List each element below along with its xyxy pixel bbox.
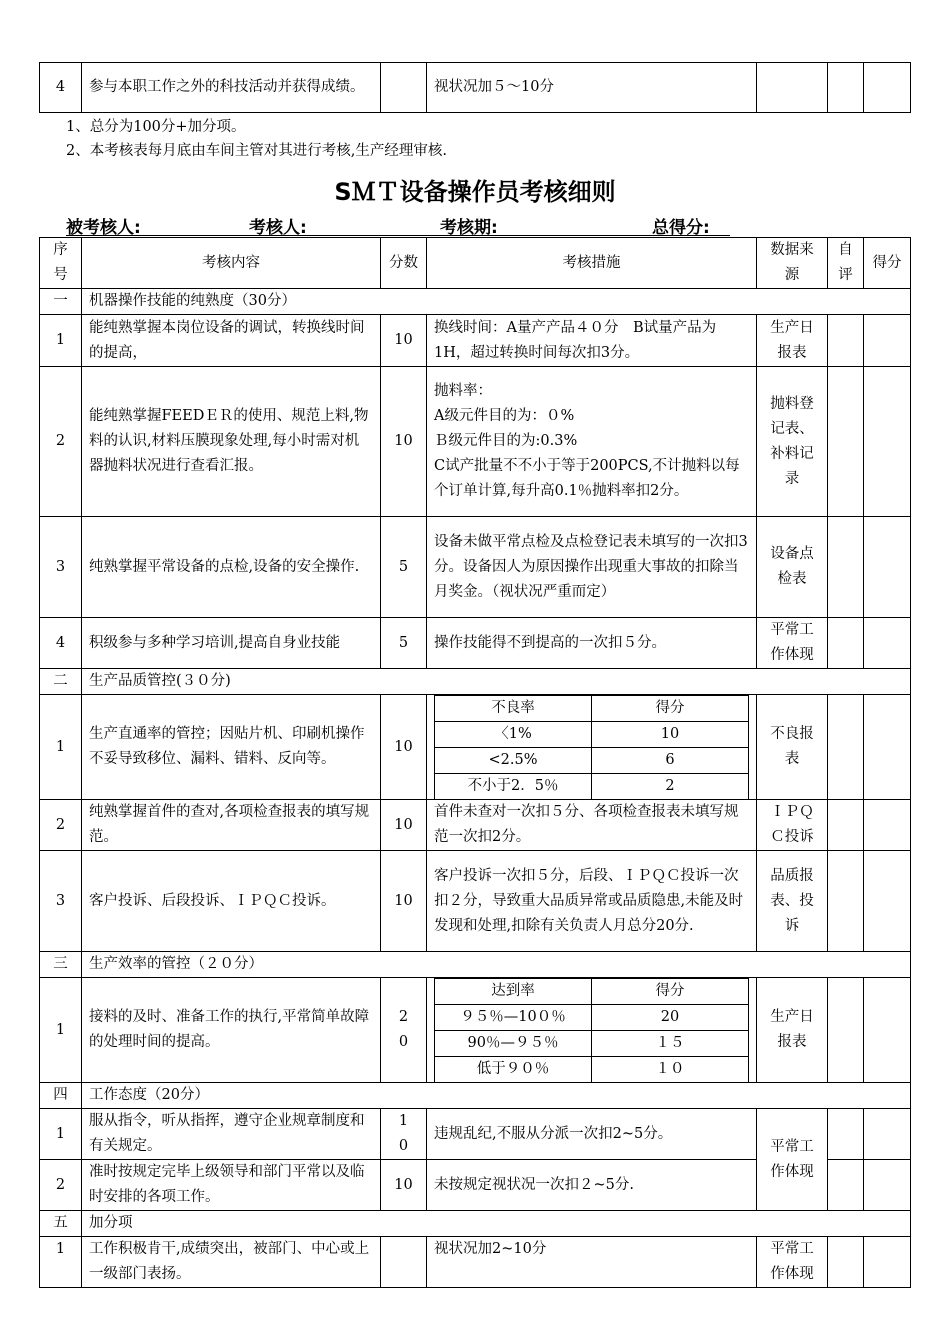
row-number: 4 [40, 63, 82, 113]
col-header-source: 数据来源 [757, 238, 828, 289]
section-row [40, 952, 911, 978]
row-content: 纯熟掌握首件的查对,各项检查报表的填写规范。 [82, 800, 381, 851]
sub-header-row [435, 979, 749, 1005]
row-result [864, 517, 911, 618]
row-result [864, 63, 911, 113]
row-content: 能纯熟掌握本岗位设备的调试，转换线时间的提高， [82, 315, 381, 367]
section-number: 五 [40, 1211, 82, 1237]
col-header-measure: 考核措施 [427, 238, 757, 289]
row-result [864, 1237, 911, 1288]
section-title: 机器操作技能的纯熟度（30分） [82, 289, 911, 315]
measure-line: Ｂ级元件目的为:0.3% [434, 433, 578, 449]
sub-rate: 90％—９５％ [435, 1031, 592, 1057]
col-header-no: 序号 [40, 238, 82, 289]
col-header-content: 考核内容 [82, 238, 381, 289]
row-result [864, 695, 911, 800]
measure-line: 抛料率： [434, 383, 492, 399]
row-measure: 操作技能得不到提高的一次扣５分。 [427, 618, 757, 669]
col-header-self: 自评 [828, 238, 864, 289]
section-number: 二 [40, 669, 82, 695]
row-self-eval [828, 1160, 864, 1211]
row-measure: 客户投诉一次扣５分，后段、ＩＰＱＣ投诉一次扣２分，导致重大品质异常或品质隐患,未能及时发现和处理,扣除有关负责人月总分20分. [427, 851, 757, 952]
row-score: 5 [381, 618, 427, 669]
note-total: 1、总分为100分+加分项。 [66, 119, 246, 135]
table-row [40, 1109, 911, 1160]
sub-header-row [435, 696, 749, 722]
row-content: 参与本职工作之外的科技活动并获得成绩。 [82, 63, 381, 113]
row-measure [427, 695, 757, 800]
row-score: 20 [381, 978, 427, 1083]
row-score: 10 [381, 367, 427, 517]
row-self-eval [828, 978, 864, 1083]
sub-score: １５ [592, 1031, 749, 1057]
row-self-eval [828, 1237, 864, 1288]
section-row [40, 1211, 911, 1237]
section-title: 生产效率的管控（２０分） [82, 952, 911, 978]
table-row [40, 517, 911, 618]
row-score: 10 [381, 800, 427, 851]
row-source: 平常工作体现 [757, 618, 828, 669]
sub-rate: 〈1% [435, 722, 592, 748]
section-number: 三 [40, 952, 82, 978]
row-measure [427, 978, 757, 1083]
sub-row [435, 1005, 749, 1031]
row-number: 1 [40, 315, 82, 367]
row-number: 1 [40, 1237, 82, 1288]
row-self-eval [828, 851, 864, 952]
section-row [40, 669, 911, 695]
row-measure: 违规乱纪,不服从分派一次扣2~5分。 [427, 1109, 757, 1160]
col-header-score: 分数 [381, 238, 427, 289]
examinee-label: 被考核人: [66, 218, 141, 238]
sub-row [435, 1031, 749, 1057]
sub-row [435, 722, 749, 748]
total-score-label: 总得分: [652, 218, 710, 238]
measure-line: A级元件目的为：０% [434, 408, 575, 424]
row-content: 准时按规定完毕上级领导和部门平常以及临时安排的各项工作。 [82, 1160, 381, 1211]
row-content: 服从指令，听从指挥，遵守企业规章制度和有关规定。 [82, 1109, 381, 1160]
row-content: 能纯熟掌握FEEDＥＲ的使用、规范上料,物料的认识,材料压膜现象处理,每小时需对机器抛料状况进行查看汇报。 [82, 367, 381, 517]
row-source: 生产日报表 [757, 315, 828, 367]
row-self-eval [828, 367, 864, 517]
row-result [864, 618, 911, 669]
row-score: 10 [381, 695, 427, 800]
sub-score: 20 [592, 1005, 749, 1031]
row-score: 10 [381, 1109, 427, 1160]
sub-header-rate: 不良率 [435, 696, 592, 722]
row-content: 客户投诉、后段投诉、ＩＰＱＣ投诉。 [82, 851, 381, 952]
row-score [381, 1237, 427, 1288]
row-measure [427, 367, 757, 517]
row-measure: 未按规定视状况一次扣２~5分. [427, 1160, 757, 1211]
row-self-eval [828, 618, 864, 669]
row-score: 10 [381, 851, 427, 952]
sub-score: 2 [592, 774, 749, 800]
header-line [66, 213, 730, 236]
row-number: 2 [40, 1160, 82, 1211]
sub-rate: ９５％—10０％ [435, 1005, 592, 1031]
row-source: ＩＰＱＣ投诉 [757, 800, 828, 851]
table-row [40, 63, 911, 113]
sub-header-rate: 达到率 [435, 979, 592, 1005]
row-result [864, 978, 911, 1083]
sub-header-score: 得分 [592, 979, 749, 1005]
efficiency-rate-table [434, 978, 749, 1082]
row-result [864, 367, 911, 517]
period-label: 考核期: [440, 218, 498, 238]
row-number: 2 [40, 800, 82, 851]
sub-rate: <2.5% [435, 748, 592, 774]
row-self-eval [828, 695, 864, 800]
table-row [40, 800, 911, 851]
page-title: SＭＴ设备操作员考核细则 [334, 178, 616, 206]
sub-score: １０ [592, 1057, 749, 1083]
row-source: 抛料登记表、补料记录 [757, 367, 828, 517]
sub-score: 10 [592, 722, 749, 748]
row-measure: 换线时间：A量产产品４０分 B试量产品为1H，超过转换时间每次扣3分。 [427, 315, 757, 367]
sub-score: 6 [592, 748, 749, 774]
row-source: 平常工作体现 [757, 1237, 828, 1288]
row-content: 积级参与多种学习培训,提高自身业技能 [82, 618, 381, 669]
sub-row [435, 1057, 749, 1083]
row-score: 5 [381, 517, 427, 618]
table-row [40, 367, 911, 517]
table-row [40, 978, 911, 1083]
row-result [864, 1109, 911, 1160]
row-measure: 设备未做平常点检及点检登记表未填写的一次扣3分。设备因人为原因操作出现重大事故的扣除当月奖金。（视状况严重而定） [427, 517, 757, 618]
row-result [864, 851, 911, 952]
row-source: 平常工作体现 [757, 1109, 828, 1211]
section-number: 四 [40, 1083, 82, 1109]
section-row [40, 1083, 911, 1109]
row-number: 2 [40, 367, 82, 517]
table-row [40, 1237, 911, 1288]
row-self-eval [828, 517, 864, 618]
row-score: 10 [381, 315, 427, 367]
section-title: 加分项 [82, 1211, 911, 1237]
section-number: 一 [40, 289, 82, 315]
measure-line: C试产批量不不小于等于200PCS,不计抛料以每个订单计算,每升高0.1％抛料率扣2分。 [434, 458, 740, 499]
row-number: 1 [40, 1109, 82, 1160]
table-row [40, 851, 911, 952]
sub-rate: 低于９０％ [435, 1057, 592, 1083]
row-result [864, 315, 911, 367]
row-number: 4 [40, 618, 82, 669]
row-self-eval [828, 315, 864, 367]
row-source: 品质报表、投诉 [757, 851, 828, 952]
sub-rate: 不小于2．5％ [435, 774, 592, 800]
row-result [864, 800, 911, 851]
row-self-eval [828, 800, 864, 851]
top-table [39, 62, 911, 113]
assessment-table [39, 237, 911, 1288]
row-source: 生产日报表 [757, 978, 828, 1083]
row-result [864, 1160, 911, 1211]
defect-rate-table [434, 695, 749, 799]
section-row [40, 289, 911, 315]
sub-header-score: 得分 [592, 696, 749, 722]
sub-row [435, 748, 749, 774]
row-source: 不良报表 [757, 695, 828, 800]
row-content: 接料的及时、准备工作的执行,平常简单故障的处理时间的提高。 [82, 978, 381, 1083]
row-measure: 首件未查对一次扣５分、各项检查报表未填写规范一次扣2分。 [427, 800, 757, 851]
row-content: 工作积极肯干,成绩突出，被部门、中心或上一级部门表扬。 [82, 1237, 381, 1288]
row-measure: 视状况加５～10分 [427, 63, 757, 113]
row-content: 纯熟掌握平常设备的点检,设备的安全操作. [82, 517, 381, 618]
row-number: 3 [40, 851, 82, 952]
row-source [757, 63, 828, 113]
row-self-eval [828, 1109, 864, 1160]
table-row [40, 695, 911, 800]
row-content: 生产直通率的管控；因贴片机、印刷机操作不妥导致移位、漏料、错料、反向等。 [82, 695, 381, 800]
row-measure: 视状况加2~10分 [427, 1237, 757, 1288]
row-self-eval [828, 63, 864, 113]
examiner-label: 考核人: [249, 218, 307, 238]
row-number: 3 [40, 517, 82, 618]
table-row [40, 618, 911, 669]
row-score [381, 63, 427, 113]
header-row [40, 238, 911, 289]
row-score: 10 [381, 1160, 427, 1211]
section-title: 生产品质管控(３０分) [82, 669, 911, 695]
section-title: 工作态度（20分） [82, 1083, 911, 1109]
row-number: 1 [40, 695, 82, 800]
note-review: 2、本考核表每月底由车间主管对其进行考核,生产经理审核. [66, 143, 447, 159]
row-source: 设备点检表 [757, 517, 828, 618]
table-row [40, 315, 911, 367]
col-header-result: 得分 [864, 238, 911, 289]
sub-row [435, 774, 749, 800]
row-number: 1 [40, 978, 82, 1083]
